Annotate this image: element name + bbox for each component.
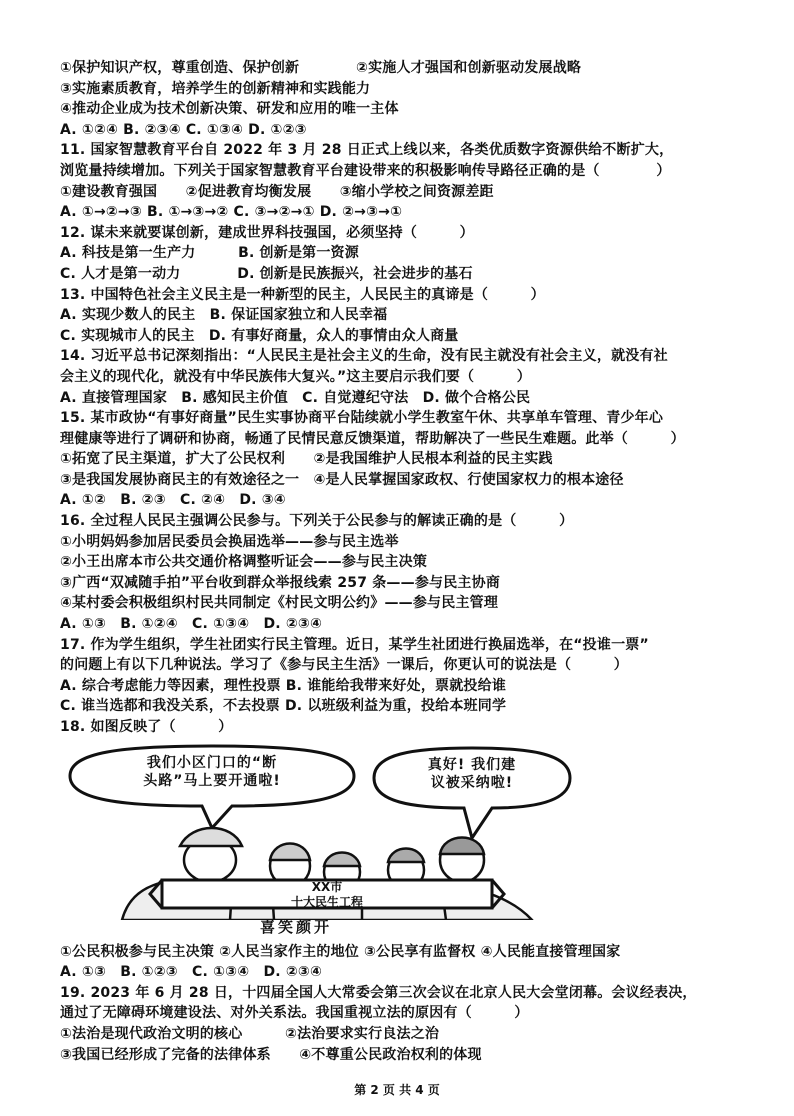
text-line: C. 谁当选都和我没关系，不去投票 D. 以班级利益为重，投给本班同学 — [60, 698, 507, 715]
text-line: A. ①②④ B. ②③④ C. ①③④ D. ①②③ — [60, 121, 307, 138]
text-line: ③是我国发展协商民主的有效途径之一 ④是人民掌握国家政权、行使国家权力的根本途径 — [60, 471, 624, 488]
text-line: 18. 如图反映了（ ） — [60, 719, 233, 735]
text-line: 14. 习近平总书记深刻指出：“人民民主是社会主义的生命，没有民主就没有社会主义，就没有社 — [60, 348, 668, 365]
bubble-left-text — [86, 754, 338, 790]
text-line: ③我国已经形成了完备的法律体系 ④不尊重公民政治权利的体现 — [60, 1046, 482, 1063]
text-line: A. ①③ B. ①②④ C. ①③④ D. ②③④ — [60, 616, 323, 633]
text-line: ①法治是现代政治文明的核心 ②法治要求实行良法之治 — [60, 1025, 440, 1042]
text-line: ②小王出席本市公共交通价格调整听证会——参与民主决策 — [60, 554, 428, 571]
text-line: ①小明妈妈参加居民委员会换届选举——参与民主选举 — [60, 533, 399, 550]
text-line: 19. 2023 年 6 月 28 日，十四届全国人大常委会第三次会议在北京人民大会堂闭幕。会议经表决， — [60, 984, 697, 1001]
caption-row — [60, 916, 750, 942]
text-line: 17. 作为学生组织，学生社团实行民主管理。近日，某学生社团进行换届选举，在“投谁一票” — [60, 636, 649, 653]
cartoon-figure — [62, 742, 652, 920]
text-line: C. 实现城市人的民主 D. 有事好商量，众人的事情由众人商量 — [60, 327, 459, 344]
text-line: A. 综合考虑能力等因素，理性投票 B. 谁能给我带来好处，票就投给谁 — [60, 677, 507, 694]
cartoon-caption: 喜笑颜开 — [260, 917, 333, 936]
sign-line-1: XX市 — [311, 879, 343, 894]
text-line: 理健康等进行了调研和协商，畅通了民情民意反馈渠道，帮助解决了一些民生难题。此举（ ） — [60, 430, 685, 447]
text-line: ①公民积极参与民主决策 ②人民当家作主的地位 ③公民享有监督权 ④人民能直接管理国家 — [60, 943, 621, 960]
text-line: 的问题上有以下几种说法。学习了《参与民主生活》一课后，你更认可的说法是（ ） — [60, 657, 628, 674]
sign-text — [162, 880, 492, 910]
text-line: A. 科技是第一生产力 B. 创新是第一资源 — [60, 245, 359, 262]
bubble-right-line-2: 议被采纳啦! — [430, 774, 514, 791]
text-line: ④某村委会积极组织村民共同制定《村民文明公约》——参与民主管理 — [60, 595, 499, 612]
text-line: 11. 国家智慧教育平台自 2022 年 3 月 28 日正式上线以来，各类优质数字资源供给不断扩大， — [60, 142, 674, 159]
text-line: 会主义的现代化，就没有中华民族伟大复兴。”这主要启示我们要（ ） — [60, 368, 531, 385]
text-line: 通过了无障碍环境建设法、对外关系法。我国重视立法的原因有（ ） — [60, 1005, 529, 1022]
text-line: ①保护知识产权，尊重创造、保护创新 ②实施人才强国和创新驱动发展战略 — [60, 60, 582, 76]
text-line: ③实施素质教育，培养学生的创新精神和实践能力 — [60, 80, 371, 97]
text-line: 16. 全过程人民民主强调公民参与。下列关于公民参与的解读正确的是（ ） — [60, 513, 574, 530]
page-footer: 第 2 页 共 4 页 — [354, 1083, 440, 1097]
text-line: 浏览量持续增加。下列关于国家智慧教育平台建设带来的积极影响传导路径正确的是（ ） — [60, 162, 671, 179]
exam-page — [60, 58, 750, 1065]
text-line: ①拓宽了民主渠道，扩大了公民权利 ②是我国维护人民根本利益的民主实践 — [60, 451, 553, 468]
text-line: 13. 中国特色社会主义民主是一种新型的民主，人民民主的真谛是（ ） — [60, 286, 545, 303]
bubble-right-line-1: 真好! 我们建 — [427, 756, 517, 773]
text-line: 12. 谋未来就要谋创新，建成世界科技强国，必须坚持（ ） — [60, 224, 474, 241]
bubble-left-line-1: 我们小区门口的“断 — [146, 754, 278, 771]
text-line: ①建设教育强国 ②促进教育均衡发展 ③缩小学校之间资源差距 — [60, 183, 494, 200]
text-line: A. 实现少数人的民主 B. 保证国家独立和人民幸福 — [60, 307, 388, 324]
text-line: C. 人才是第一动力 D. 创新是民族振兴，社会进步的基石 — [60, 265, 473, 282]
bubble-left-line-2: 头路”马上要开通啦! — [143, 772, 281, 789]
text-line: A. ①③ B. ①②③ C. ①③④ D. ②③④ — [60, 964, 323, 981]
text-line: A. ①→②→③ B. ①→③→② C. ③→②→① D. ②→③→① — [60, 204, 403, 221]
sign-line-2: 十大民生工程 — [290, 894, 363, 909]
text-line: A. 直接管理国家 B. 感知民主价值 C. 自觉遵纪守法 D. 做个合格公民 — [60, 389, 531, 406]
text-line: ④推动企业成为技术创新决策、研发和应用的唯一主体 — [60, 101, 399, 118]
bubble-right-text — [384, 756, 560, 792]
text-line: 15. 某市政协“有事好商量”民生实事协商平台陆续就小学生教室午休、共享单车管理、青少年心 — [60, 410, 664, 427]
questions-top — [60, 58, 750, 738]
text-line: A. ①② B. ②③ C. ②④ D. ③④ — [60, 492, 286, 509]
text-line: ③广西“双减随手拍”平台收到群众举报线索 257 条——参与民主协商 — [60, 574, 501, 591]
questions-bottom — [60, 942, 750, 1066]
